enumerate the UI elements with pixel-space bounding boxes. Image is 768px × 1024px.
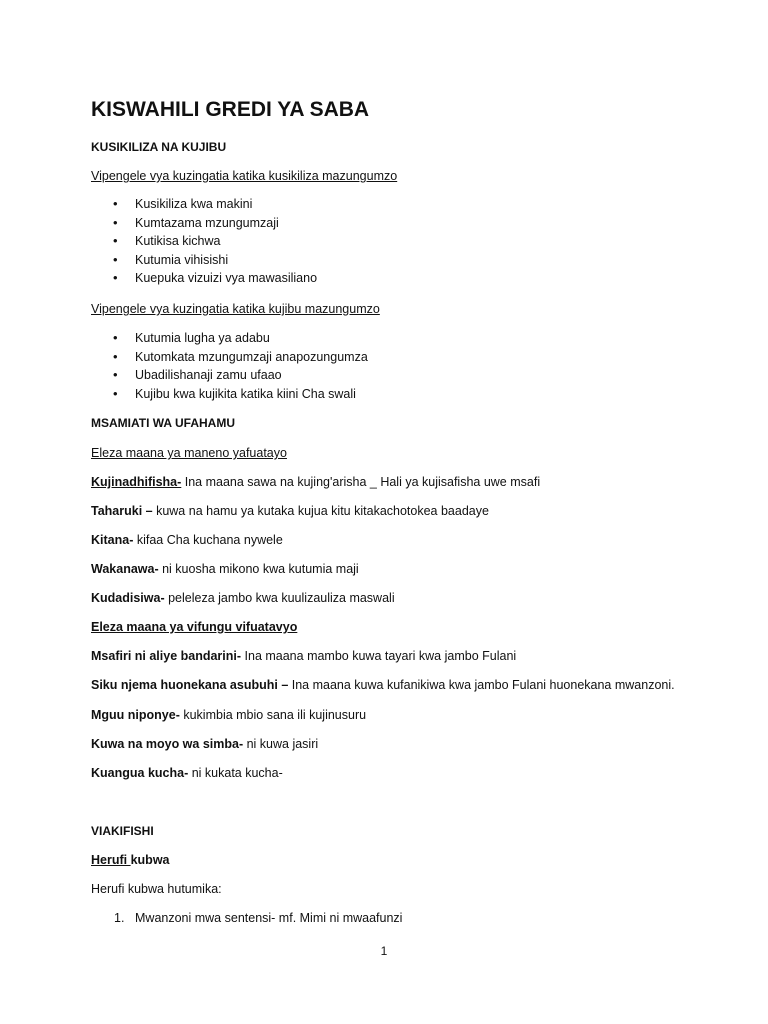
phrase-entry (91, 736, 318, 752)
phrase-entry (91, 707, 366, 723)
phrase-definition: Ina maana kuwa kufanikiwa kwa jambo Fulani huonekana mwanzoni. (288, 678, 675, 692)
vocab-definition: kuwa na hamu ya kutaka kujua kitu kitakachotokea baadaye (152, 504, 489, 518)
phrase-entry (91, 677, 675, 693)
phrase-definition: Ina maana mambo kuwa tayari kwa jambo Fulani (241, 649, 517, 663)
subheading-rest: kubwa (130, 853, 170, 867)
list-item-text: Mwanzoni mwa sentensi- mf. Mimi ni mwaafunzi (135, 911, 403, 925)
phrase-entry (91, 648, 516, 664)
section-heading-msamiati: MSAMIATI WA UFAHAMU (91, 416, 235, 430)
subheading-kujibu: Vipengele vya kuzingatia katika kujibu mazungumzo (91, 302, 380, 316)
page-number: 1 (380, 944, 388, 958)
vocab-term: Taharuki – (91, 504, 153, 518)
vocab-term: Kitana- (91, 533, 134, 547)
list-item: • Kutomkata mzungumzaji anapozungumza (91, 349, 368, 368)
phrase-term: Msafiri ni aliye bandarini- (91, 649, 242, 663)
list-item: • Ubadilishanaji zamu ufaao (91, 367, 368, 386)
list-item: • Kumtazama mzungumzaji (91, 215, 317, 234)
vocab-term: Kujinadhifisha- (91, 475, 182, 489)
phrase-term: Mguu niponye- (91, 708, 180, 722)
phrase-definition: ni kuwa jasiri (243, 737, 319, 751)
vocab-definition: ni kuosha mikono kwa kutumia maji (158, 562, 359, 576)
intro-text: Herufi kubwa hutumika: (91, 882, 222, 896)
subheading-vifungu: Eleza maana ya vifungu vifuatavyo (91, 620, 298, 634)
vocab-entry (91, 590, 395, 606)
subheading-kusikiliza: Vipengele vya kuzingatia katika kusikiliza mazungumzo (91, 169, 398, 183)
phrase-definition: ni kukata kucha- (188, 766, 283, 780)
bullet-list-kusikiliza (91, 196, 317, 289)
vocab-term: Kudadisiwa- (91, 591, 165, 605)
phrase-term: Kuwa na moyo wa simba- (91, 737, 244, 751)
vocab-term: Wakanawa- (91, 562, 159, 576)
list-item: • Kutumia lugha ya adabu (91, 330, 368, 349)
numbered-list (91, 910, 402, 929)
list-item: • Kutikisa kichwa (91, 233, 317, 252)
subheading-herufi-kubwa (91, 852, 170, 868)
subheading-underlined-part: Herufi (91, 853, 131, 867)
vocab-definition: peleleza jambo kwa kuulizauliza maswali (164, 591, 395, 605)
phrase-term: Kuangua kucha- (91, 766, 189, 780)
vocab-entry (91, 532, 283, 548)
vocab-entry (91, 474, 540, 490)
vocab-definition: kifaa Cha kuchana nywele (133, 533, 283, 547)
list-item: • Kusikiliza kwa makini (91, 196, 317, 215)
list-number: 1. (114, 911, 125, 925)
phrase-entry (91, 765, 283, 781)
vocab-definition: Ina maana sawa na kujing'arisha _ Hali ya kujisafisha uwe msafi (181, 475, 541, 489)
phrase-term: Siku njema huonekana asubuhi – (91, 678, 289, 692)
list-item: • Kujibu kwa kujikita katika kiini Cha swali (91, 386, 368, 405)
subheading-maneno: Eleza maana ya maneno yafuatayo (91, 446, 287, 460)
document-page (91, 0, 711, 1024)
list-item: • Kuepuka vizuizi vya mawasiliano (91, 270, 317, 289)
phrase-definition: kukimbia mbio sana ili kujinusuru (179, 708, 367, 722)
list-item: • Kutumia vihisishi (91, 252, 317, 271)
section-heading-viakifishi: VIAKIFISHI (91, 824, 154, 838)
vocab-entry (91, 561, 359, 577)
section-heading-kusikiliza: KUSIKILIZA NA KUJIBU (91, 140, 227, 154)
list-item (91, 910, 402, 929)
vocab-entry (91, 503, 489, 519)
document-title: KISWAHILI GREDI YA SABA (91, 98, 370, 121)
bullet-list-kujibu (91, 330, 368, 404)
